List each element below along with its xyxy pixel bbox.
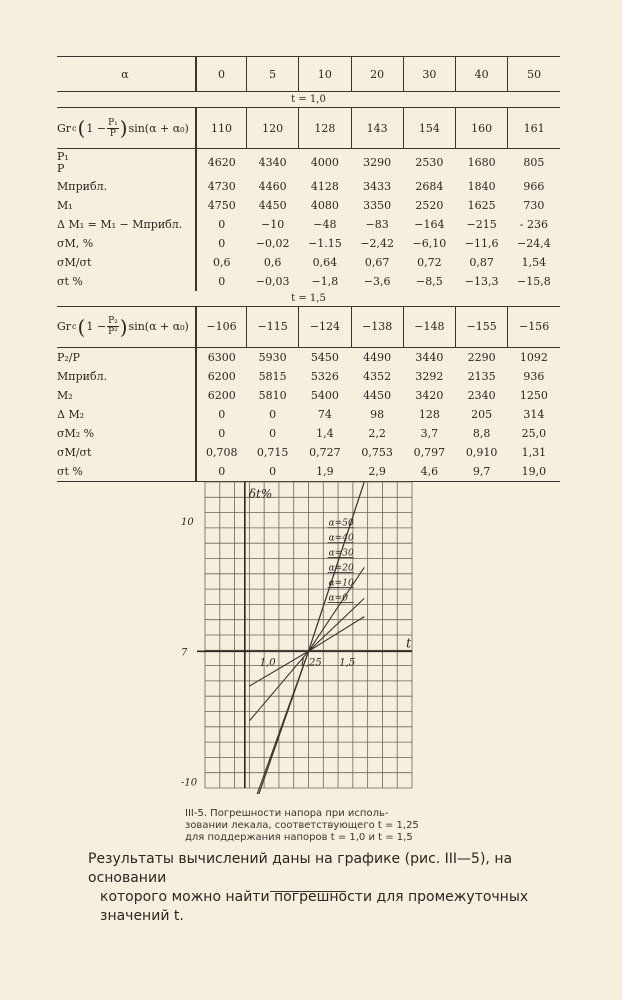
table-cell: 0	[196, 272, 247, 291]
row-label: σM/σt	[57, 255, 92, 269]
table-cell: 2520	[415, 198, 444, 212]
table-cell: 5326	[310, 369, 339, 383]
graph-grid	[205, 482, 412, 788]
table-cell: 120	[247, 108, 299, 149]
table-cell: 1,9	[299, 462, 351, 482]
table-cell: 936	[523, 369, 545, 383]
x-tick-label: 1,25	[299, 657, 322, 669]
legend-label: α=50	[328, 518, 354, 529]
caption-line: III-5. Погрешности напора при исполь-	[185, 808, 389, 819]
x-tick-label: 1,5	[339, 657, 356, 669]
error-graph	[180, 476, 430, 794]
table-row	[57, 272, 560, 291]
table-cell: 1,4	[316, 426, 334, 440]
formula-label: Gr c ( 1 − $\frac{\text{P₂}}{\text{P²}}$ ) sin(α + α₀)	[57, 306, 196, 347]
legend-label: α=10	[328, 578, 354, 589]
table-row	[57, 215, 560, 234]
row-label: σt %	[57, 274, 83, 288]
table-cell: 74	[317, 407, 332, 421]
table-cell: 2530	[415, 156, 444, 170]
table-cell: 4450	[363, 388, 392, 402]
table-cell: 0,72	[417, 255, 442, 269]
table-cell: −115	[247, 306, 299, 347]
table-cell: 0	[196, 462, 247, 482]
table-cell: 3420	[415, 388, 444, 402]
table-cell: 4620	[196, 149, 247, 177]
table-row	[57, 108, 560, 149]
legend-label: α=40	[328, 533, 354, 544]
table-cell: 3290	[363, 156, 392, 170]
table-cell: −0,03	[255, 274, 290, 288]
alpha-value: 10	[299, 57, 351, 92]
table-cell: 0,797	[413, 445, 446, 459]
table-cell: 161	[508, 108, 560, 149]
table-cell: 0,715	[256, 445, 289, 459]
section1-title: t = 1,0	[57, 92, 560, 108]
table-cell: −13,3	[464, 274, 499, 288]
table-cell: 3440	[415, 350, 444, 364]
table-cell: 0	[269, 407, 277, 421]
y-tick-label: 7	[181, 647, 188, 659]
table-cell: 0,753	[361, 445, 393, 459]
section-title-row	[57, 92, 560, 108]
table-cell: 314	[523, 407, 545, 421]
table-cell: 1625	[467, 198, 496, 212]
table-cell: −83	[365, 217, 389, 231]
row-label: σM₂ %	[57, 426, 95, 440]
table-cell: 2290	[467, 350, 496, 364]
table-cell: −155	[455, 306, 507, 347]
table-cell: 1250	[519, 388, 548, 402]
alpha-value: 50	[508, 57, 560, 92]
row-label: M₁	[57, 198, 73, 212]
y-tick-label: 10	[181, 517, 194, 529]
table-cell: 19,0	[508, 462, 560, 482]
table-cell: 1092	[519, 350, 548, 364]
table-cell: 4340	[258, 156, 287, 170]
table-cell: 0	[196, 424, 247, 443]
table-cell: 3433	[363, 179, 392, 193]
table-row	[57, 149, 560, 177]
row-label: σM/σt	[57, 445, 92, 459]
table-cell: 143	[351, 108, 403, 149]
table-cell: −138	[351, 306, 403, 347]
table-cell: −148	[403, 306, 455, 347]
table-cell: 1,54	[521, 255, 547, 269]
table-row	[57, 424, 560, 443]
table-row	[57, 405, 560, 424]
x-tick-label: 1,0	[259, 657, 276, 669]
row-label: Mприбл.	[57, 179, 108, 193]
table-cell: −215	[466, 217, 497, 231]
row-label: Δ M₁ = M₁ − Mприбл.	[57, 217, 183, 231]
table-cell: 6200	[196, 367, 247, 386]
table-cell: −156	[508, 306, 560, 347]
table-cell: 154	[403, 108, 455, 149]
table-cell: 160	[455, 108, 507, 149]
table-cell: 0,87	[469, 255, 494, 269]
graph-labels	[181, 487, 412, 788]
result-paragraph	[88, 850, 558, 926]
table-cell: 98	[370, 407, 385, 421]
table-cell: 0,64	[312, 255, 338, 269]
table-cell: 1840	[467, 179, 496, 193]
table-cell: 3350	[363, 198, 392, 212]
row-label: Mприбл.	[57, 369, 108, 383]
row-label: σM, %	[57, 236, 94, 250]
table-cell: 25,0	[521, 426, 547, 440]
table-cell: 4352	[363, 369, 392, 383]
table-cell: 4128	[310, 179, 339, 193]
bottom-rule	[270, 891, 346, 892]
table-cell: −48	[313, 217, 337, 231]
row-label: P₁ P	[57, 150, 69, 176]
result-line: Результаты вычислений даны на графике (рис. III—5), на основании	[88, 851, 513, 886]
table-cell: 110	[196, 108, 247, 149]
table-cell: −1,8	[311, 274, 339, 288]
table-cell: 4,6	[403, 462, 455, 482]
table-cell: 730	[523, 198, 545, 212]
table-cell: −11,6	[464, 236, 499, 250]
caption-line: для поддержания напоров t = 1,0 и t = 1,5	[185, 832, 413, 843]
legend-label: α=20	[328, 563, 354, 574]
table-cell: 5810	[258, 388, 287, 402]
table-row	[57, 386, 560, 405]
table-cell: −15,8	[517, 274, 551, 288]
table-cell: 0,67	[364, 255, 390, 269]
table-cell: 2,9	[351, 462, 403, 482]
table-cell: 8,8	[472, 426, 491, 440]
series-line	[250, 482, 365, 794]
table-cell: 2684	[415, 179, 444, 193]
table-row	[57, 347, 560, 367]
result-line: которого можно найти погрешности для промежуточных значений t.	[100, 889, 529, 924]
table-cell: −0,02	[255, 236, 290, 250]
table-cell: 205	[471, 407, 493, 421]
table-cell: −8,5	[416, 274, 443, 288]
alpha-value: 20	[351, 57, 403, 92]
table-row	[57, 177, 560, 196]
series-line	[250, 482, 365, 794]
table-cell: 0,6	[196, 253, 247, 272]
table-cell: 0	[196, 234, 247, 253]
table-cell: −6,10	[412, 236, 447, 250]
section2-title: t = 1,5	[57, 291, 560, 307]
table-cell: 3,7	[420, 426, 439, 440]
table-cell: −2,42	[360, 236, 394, 250]
table-row	[57, 443, 560, 462]
table-cell: 0	[247, 462, 299, 482]
table-cell: 0	[196, 215, 247, 234]
row-label: M₂	[57, 388, 73, 402]
alpha-value: 5	[247, 57, 299, 92]
table-cell: 0	[269, 426, 277, 440]
table-cell: 5930	[258, 350, 287, 364]
row-label: P₂/P	[57, 350, 80, 364]
table-cell: 9,7	[455, 462, 507, 482]
table-cell: 6300	[196, 347, 247, 367]
figure-caption	[185, 808, 445, 844]
table-cell: −164	[414, 217, 445, 231]
table-cell: 2340	[467, 388, 496, 402]
table-row	[57, 234, 560, 253]
table-cell: −3,6	[363, 274, 391, 288]
table-cell: 4450	[258, 198, 287, 212]
alpha-label: α	[57, 57, 196, 92]
table-cell: 966	[523, 179, 545, 193]
legend-label: α=30	[328, 548, 354, 559]
table-cell: 1,31	[521, 445, 547, 459]
table-cell: 0,910	[465, 445, 498, 459]
section-title-row	[57, 291, 560, 307]
table-cell: 2135	[467, 369, 496, 383]
table-cell: 0,708	[196, 443, 247, 462]
table-cell: 805	[523, 156, 545, 170]
table-cell: 128	[299, 108, 351, 149]
y-tick-label: -10	[181, 777, 198, 789]
table-cell: 4080	[310, 198, 339, 212]
formula-label: Gr c ( 1 − $\frac{\text{P₁}}{P}$ ) sin(α + α₀)	[57, 108, 196, 149]
table-cell: −24,4	[517, 236, 551, 250]
table-cell: −124	[299, 306, 351, 347]
table-cell: 4750	[196, 196, 247, 215]
results-table	[57, 56, 560, 482]
alpha-value: 0	[196, 57, 247, 92]
row-label: σt %	[57, 462, 196, 482]
table-cell: 3292	[415, 369, 444, 383]
table-row	[57, 367, 560, 386]
table-cell: 4000	[310, 156, 339, 170]
x-axis-label: t	[406, 636, 412, 652]
alpha-value: 30	[403, 57, 455, 92]
legend-label: α=0	[328, 593, 348, 604]
graph-series	[250, 482, 365, 794]
table-cell: 6200	[196, 386, 247, 405]
table-cell: 5400	[310, 388, 339, 402]
table-row	[57, 196, 560, 215]
alpha-header-row	[57, 57, 560, 92]
table-cell: 0,727	[309, 445, 341, 459]
table-cell: 1680	[467, 156, 496, 170]
alpha-value: 40	[455, 57, 507, 92]
table-cell: −106	[196, 306, 247, 347]
table-cell: 4460	[258, 179, 287, 193]
caption-line: зовании лекала, соответствующего t = 1,25	[185, 820, 419, 831]
table-row	[57, 253, 560, 272]
table-cell: 128	[418, 407, 440, 421]
table-cell: - 236	[519, 217, 548, 231]
table-cell: −1.15	[308, 236, 342, 250]
table-cell: 2,2	[368, 426, 386, 440]
table-cell: 4490	[363, 350, 392, 364]
row-label: Δ M₂	[57, 407, 85, 421]
table-cell: 5815	[258, 369, 287, 383]
table-cell: 0	[196, 405, 247, 424]
table-cell: 5450	[310, 350, 339, 364]
y-axis-label: δt%	[248, 487, 273, 501]
table-cell: 4730	[196, 177, 247, 196]
table-cell: −10	[261, 217, 285, 231]
table-cell: 0,6	[263, 255, 282, 269]
table-row	[57, 306, 560, 347]
